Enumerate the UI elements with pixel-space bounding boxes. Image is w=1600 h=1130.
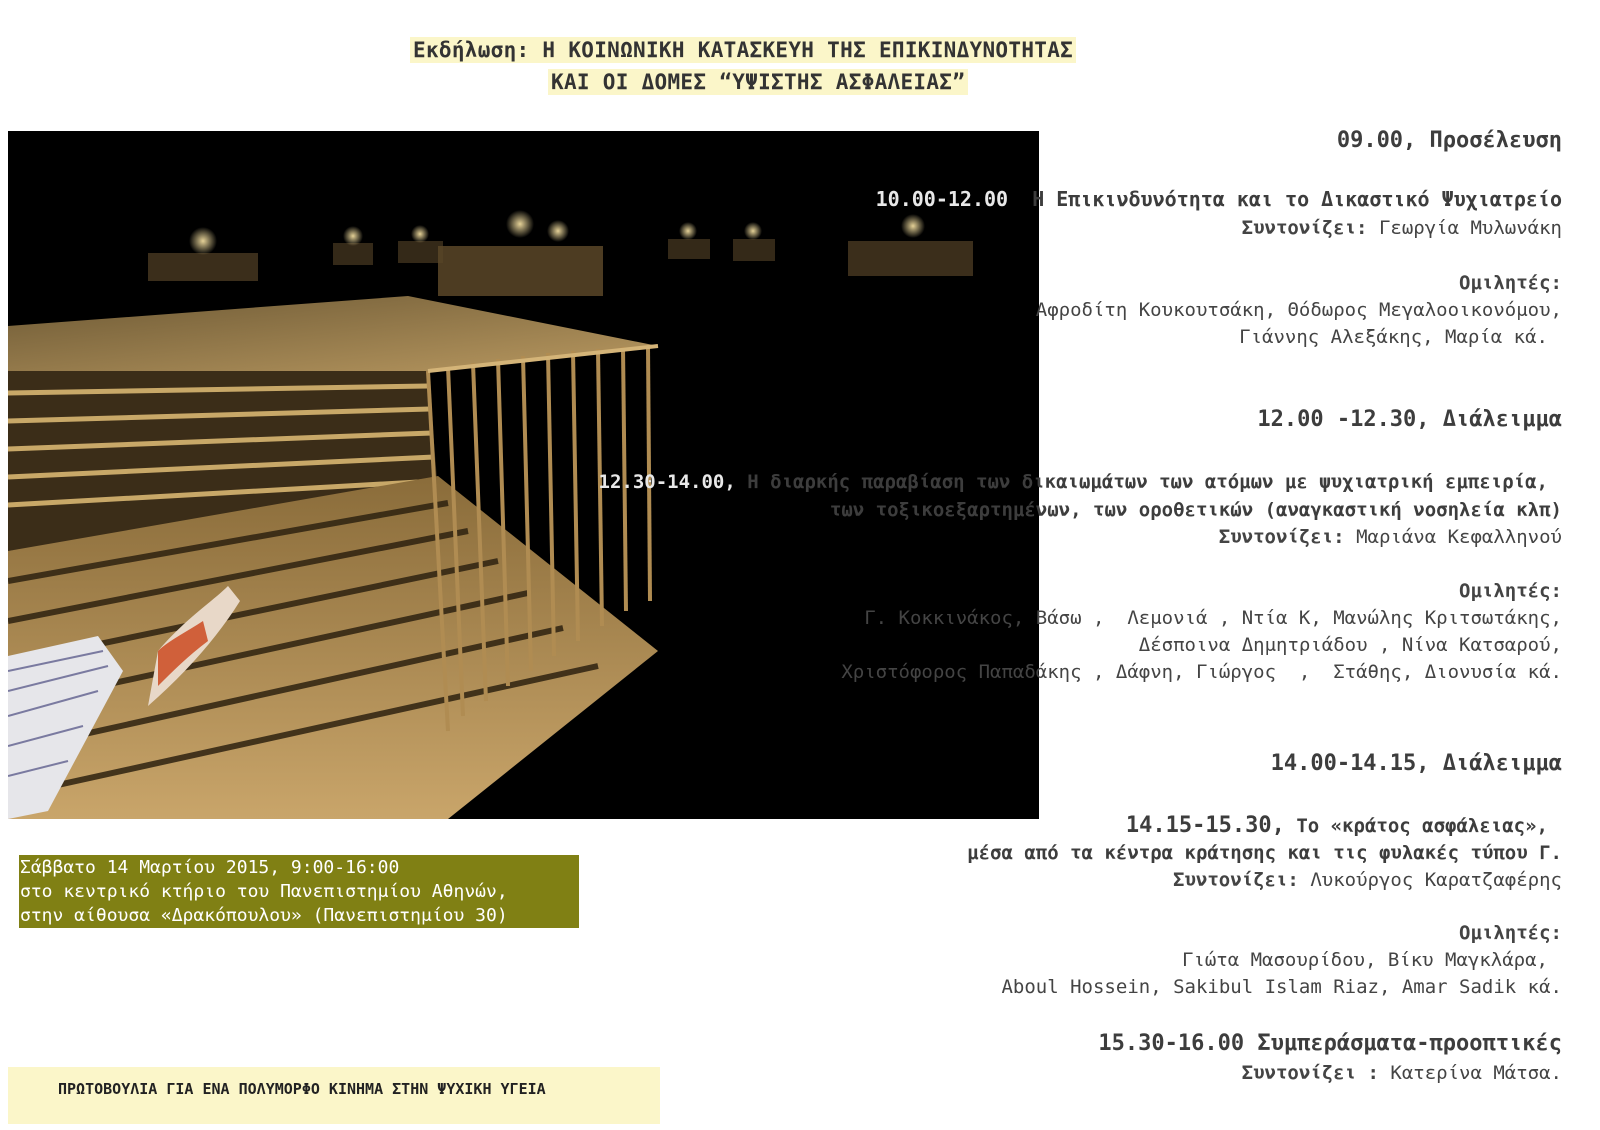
session-3-speakers-label: Ομιλητές:: [1459, 922, 1562, 944]
session-1-coordinator: Συντονίζει: Γεωργία Μυλωνάκη: [1241, 217, 1562, 239]
session-2-heading: [599, 471, 1548, 493]
title-line-2: ΚΑΙ ΟΙ ΔΟΜΕΣ “ΥΨΙΣΤΗΣ ΑΣΦΑΛΕΙΑΣ”: [548, 69, 968, 95]
session-3-speakers-line-2: Aboul Hossein, Sakibul Islam Riaz, Amar Sadik κά.: [1001, 976, 1562, 998]
session-2-speakers-line-1: Γ. Κοκκινάκος, Βάσω , Λεμονιά , Ντία Κ, Μανώλης Κριτσωτάκης,: [864, 607, 1562, 629]
session-3-title-line-2: μέσα από τα κέντρα κράτησης και τις φυλακές τύπου Γ.: [967, 842, 1562, 864]
break-1: 12.00 -12.30, Διάλειμμα: [1257, 407, 1562, 432]
session-2-speakers-label: Ομιλητές:: [1459, 580, 1562, 602]
session-2-speakers-line-3: Χριστόφορος Παπαδάκης , Δάφνη, Γιώργος , Στάθης, Διονυσία κά.: [841, 661, 1562, 683]
session-1-speakers-label: Ομιλητές:: [1459, 272, 1562, 294]
organizer-banner: ΠΡΩΤΟΒΟΥΛΙΑ ΓΙΑ ΕΝΑ ΠΟΛΥΜΟΡΦΟ ΚΙΝΗΜΑ ΣΤΗΝ ΨΥΧΙΚΗ ΥΓΕΙΑ: [8, 1067, 660, 1124]
session-2-speakers-line-2: Δέσποινα Δημητριάδου , Νίνα Κατσαρού,: [1138, 634, 1562, 656]
event-venue: στο κεντρικό κτήριο του Πανεπιστημίου Αθηνών,: [20, 881, 508, 902]
session-1-time: 10.00-12.00: [875, 187, 1009, 211]
session-3-heading: [1126, 813, 1548, 838]
event-hall: στην αίθουσα «Δρακόπουλου» (Πανεπιστημίου 30): [20, 905, 508, 926]
title-line-1: Εκδήλωση: Η ΚΟΙΝΩΝΙΚΗ ΚΑΤΑΣΚΕΥΗ ΤΗΣ ΕΠΙΚΙΝΔΥΝΟΤΗΤΑΣ: [410, 37, 1076, 63]
arrival-time: 09.00, Προσέλευση: [1336, 128, 1562, 153]
session-1-speakers-line-2: Γιάννης Αλεξάκης, Μαρία κά.: [1239, 326, 1548, 348]
session-1-speakers-line-1: Αφροδίτη Κουκουτσάκη, Θόδωρος Μεγαλοοικονόμου,: [1035, 299, 1562, 321]
session-3-coordinator: Συντονίζει: Λυκούργος Καρατζαφέρης: [1173, 869, 1562, 891]
session-1-heading: [876, 187, 1562, 211]
session-3-time: 14.15-15.30,: [1125, 813, 1285, 838]
session-4-title: 15.30-16.00 Συμπεράσματα-προοπτικές: [1098, 1031, 1562, 1056]
session-2-title-line-2: των τοξικοεξαρτημένων, των οροθετικών (αναγκαστική νοσηλεία κλπ): [829, 499, 1562, 521]
session-2-coordinator: Συντονίζει: Μαριάνα Κεφαλληνού: [1218, 526, 1562, 548]
event-date: Σάββατο 14 Μαρτίου 2015, 9:00-16:00: [20, 857, 400, 878]
event-info-box: [19, 855, 579, 928]
session-2-time: 12.30-14.00,: [598, 471, 736, 493]
session-4-coordinator: Συντονίζει : Κατερίνα Μάτσα.: [1241, 1062, 1562, 1084]
break-2: 14.00-14.15, Διάλειμμα: [1270, 751, 1562, 776]
session-3-title-line-1: Το «κράτος ασφάλειας»,: [1296, 815, 1548, 837]
session-2-title-line-1: Η διαρκής παραβίαση των δικαιωμάτων των ατόμων με ψυχιατρική εμπειρία,: [747, 471, 1548, 493]
session-1-title: Η Επικινδυνότητα και το Δικαστικό Ψυχιατρείο: [1032, 187, 1562, 211]
session-3-speakers-line-1: Γιώτα Μασουρίδου, Βίκυ Μαγκλάρα,: [1181, 949, 1548, 971]
